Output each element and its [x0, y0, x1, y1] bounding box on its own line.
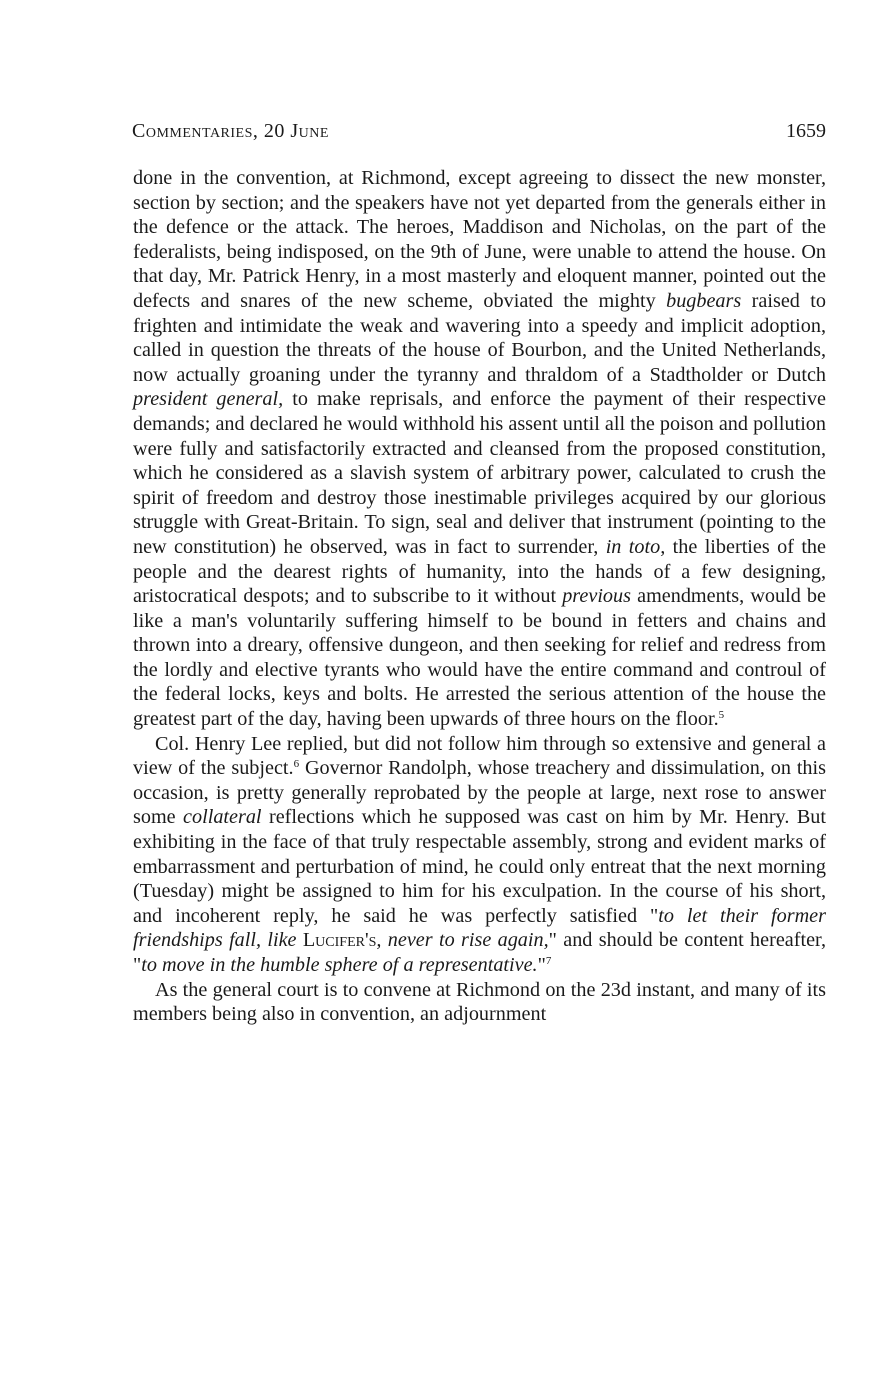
running-head-title: Commentaries, 20 June [132, 120, 329, 142]
italic-run: president general, [133, 388, 284, 411]
text-run: amendments, would be like a man's voluntarily suffering himself to be bound in fetters and chains and thrown into a dreary, offensive dungeon, and then seeking for relief and redress from the lordly and elective tyrants who would have the entire command and controul of the federal locks, keys and bolts. He arrested the serious attention of the house the greatest part of the day, having been upwards of three hours on the floor. [133, 585, 826, 731]
italic-run: previous [562, 585, 631, 608]
text-run: " [537, 954, 546, 976]
italic-run: collateral [183, 806, 262, 829]
text-run: reflections which he supposed was cast on him by Mr. Henry. But exhibiting in the face of that truly respectable assembly, strong and evident marks of embarrassment and perturbation of mind, he could only entreat that the next morning (Tuesday) might be assigned to him for his exculpation. In the course of his short, and incoherent reply, he said he was perfectly satisfied " [133, 806, 826, 927]
italic-run: to let their former friendships fall, like [133, 904, 826, 952]
text-run: done in the convention, at Richmond, except agreeing to dissect the new monster, section by section; and the speakers have not yet departed from the generals either in the defence or the attack. The heroes, Maddison and Nicholas, on the part of the federalists, being indisposed, on the 9th of June, were unable to attend the house. On that day, Mr. Patrick Henry, in a most masterly and eloquent manner, pointed out the defects and snares of the new scheme, obviated the mighty [133, 167, 826, 312]
footnote-marker: 6 [293, 758, 300, 771]
italic-run: in toto, [605, 535, 666, 558]
italic-run: bugbears [666, 289, 742, 312]
paragraph-3 [133, 978, 826, 1027]
footnote-marker: 5 [718, 709, 725, 722]
text-run: " and should be content hereafter, " [133, 929, 826, 976]
small-caps-run: Lucifer's [296, 929, 377, 952]
paragraph-2 [133, 732, 826, 978]
text-run: As the general court is to convene at Richmond on the 23d instant, and many of its members being also in convention, an adjournment [133, 978, 826, 1026]
running-head [132, 116, 826, 146]
text-run: to make reprisals, and enforce the payment of their respective demands; and declared he would withhold his assent until all the poison and pollution were fully and satisfactorily extracted and cleansed from the proposed constitution, which he considered as a slavish system of arbitrary power, calculated to crush the spirit of freedom and destroy those inestimable privileges acquired by our glorious struggle with Great-Britain. To sign, seal and deliver that instrument (pointing to the new constitution) he observed, was in fact to surrender, [133, 388, 826, 558]
text-run: the liberties of the people and the dearest rights of humanity, into the hands of a few designing, aristocratical despots; and to subscribe to it without [133, 535, 826, 608]
footnote-marker: 7 [545, 955, 552, 967]
page-number: 1659 [786, 120, 826, 142]
text-run: raised to frighten and intimidate the weak and wavering into a speedy and implicit adoption, called in question the threats of the house of Bourbon, and the United Netherlands, now actually groaning under the tyranny and thraldom of a Stadtholder or Dutch [133, 289, 827, 386]
text-run: Governor Randolph, whose treachery and dissimulation, on this occasion, is pretty generally reprobated by the people at large, next rose to answer some [133, 757, 826, 829]
italic-run: , never to rise again, [376, 929, 549, 952]
paragraph-1 [133, 166, 826, 732]
italic-run: to move in the humble sphere of a representative. [141, 954, 538, 976]
body-text [133, 166, 826, 1027]
text-run: Col. Henry Lee replied, but did not follow him through so extensive and general a view of the subject. [133, 732, 826, 780]
